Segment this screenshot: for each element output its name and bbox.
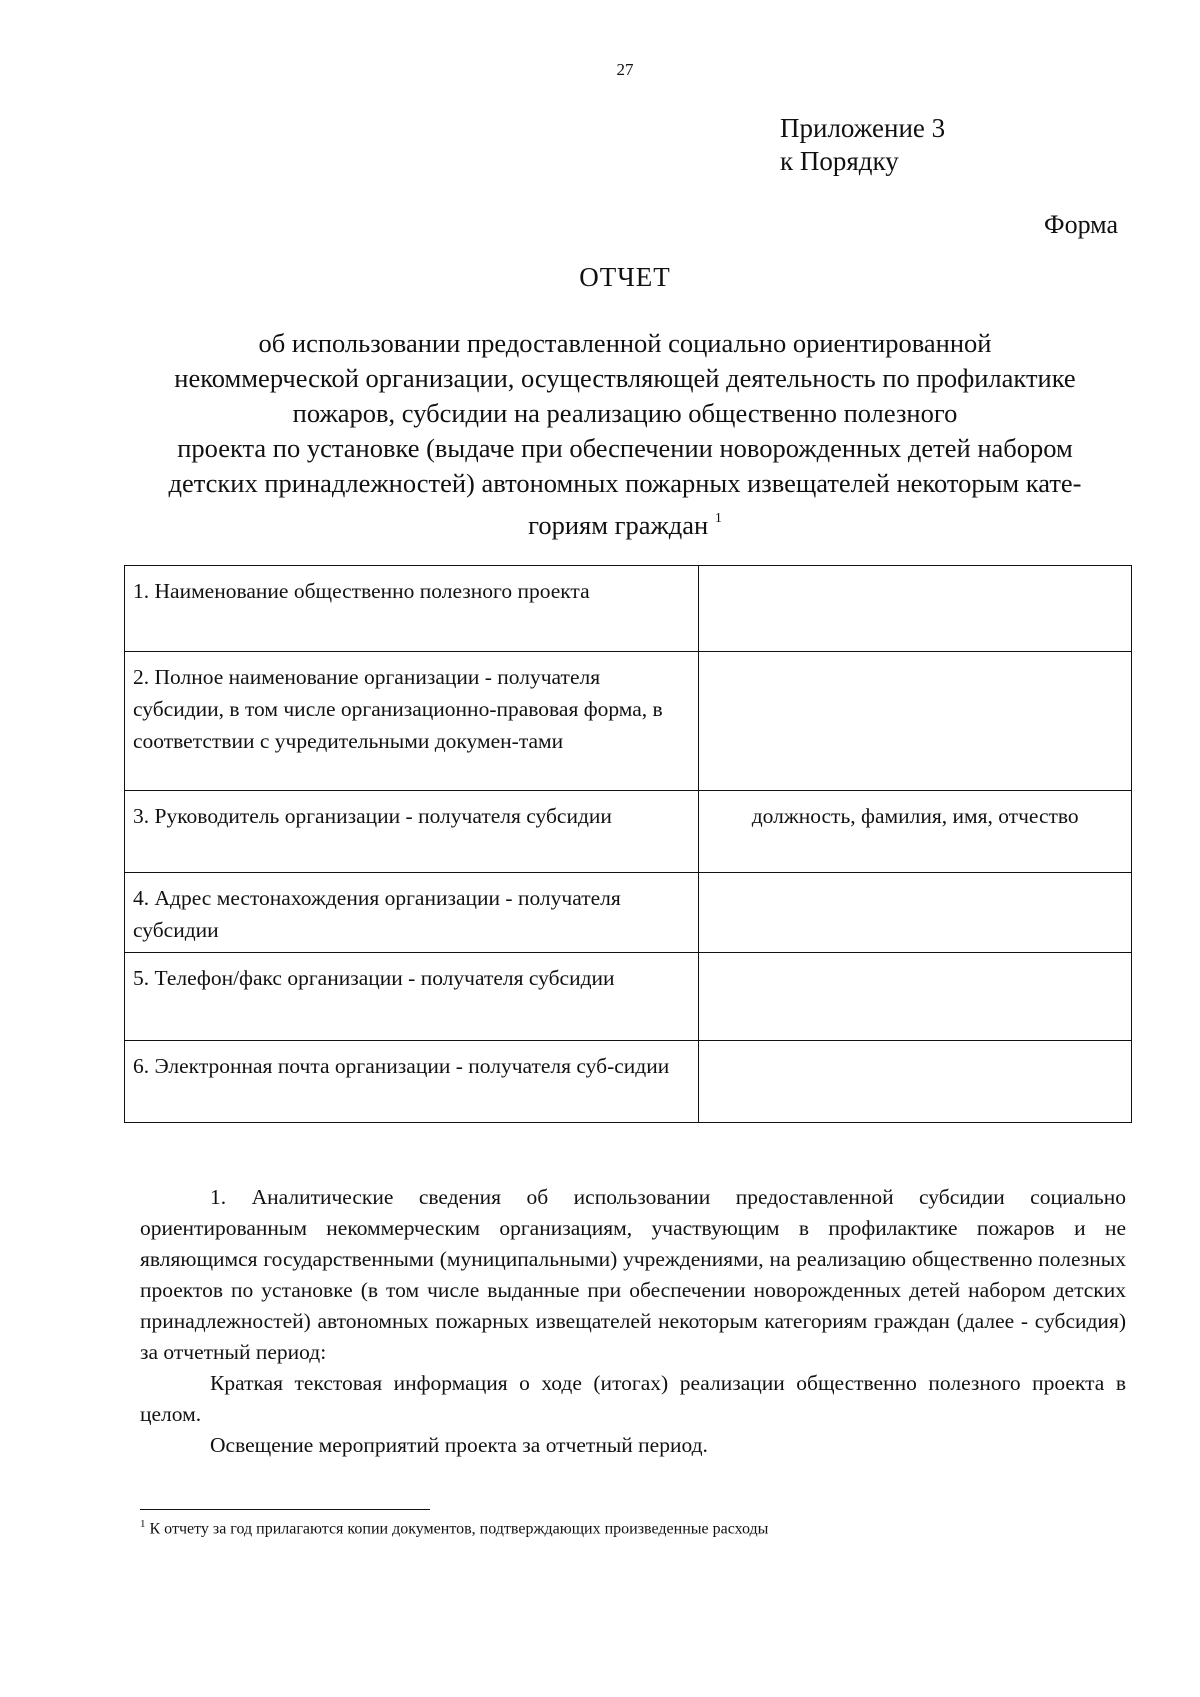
row-label: 5. Телефон/факс организации - получателя субсидии [125, 953, 699, 1041]
row-value-cell[interactable]: должность, фамилия, имя, отчество [699, 791, 1132, 873]
subtitle-line: гориям граждан [528, 510, 709, 540]
row-label: 3. Руководитель организации - получателя субсидии [125, 791, 699, 873]
report-table [124, 565, 1132, 1123]
table-row [125, 953, 1132, 1041]
row-label: 4. Адрес местонахождения организации - получателя субсидии [125, 873, 699, 953]
subtitle-line: об использовании предоставленной социально ориентированной [258, 328, 992, 358]
page-number: 27 [616, 60, 634, 79]
appendix-header [780, 112, 945, 178]
row-label: 1. Наименование общественно полезного проекта [125, 566, 699, 652]
document-title: ОТЧЕТ [579, 262, 671, 292]
subtitle-line: некоммерческой организации, осуществляющей деятельность по профилактике [174, 363, 1076, 393]
document-subtitle [100, 326, 1150, 543]
subtitle-last-line [100, 501, 1150, 543]
row-value-cell[interactable] [699, 873, 1132, 953]
appendix-line-1: Приложение 3 [780, 113, 946, 143]
analytics-paragraph: 1. Аналитические сведения об использовании предоставленной субсидии социально ориентированным некоммерческим организациям, участвующим в профилактике пожаров и не являющимся государственными (муниципальными) учреждениями, на реализацию общественно полезных проектов по установке (в том числе выданные при обеспечении новорожденных детей набором детских принадлежностей) автономных пожарных извещателей некоторым категориям граждан (далее - субсидия) за отчетный период: [140, 1185, 1126, 1364]
subtitle-line: детских принадлежностей) автономных пожарных извещателей некоторым кате- [168, 468, 1082, 498]
row-value-cell[interactable] [699, 1041, 1132, 1123]
analytics-section [140, 1182, 1126, 1461]
appendix-line-2: к Порядку [780, 146, 899, 176]
table-row [125, 652, 1132, 791]
footnote-reference: 1 [714, 511, 722, 526]
row-label: 6. Электронная почта организации - получателя суб-сидии [125, 1041, 699, 1123]
footnote-divider [140, 1509, 430, 1510]
analytics-paragraph: Краткая текстовая информация о ходе (итогах) реализации общественно полезного проекта в целом. [140, 1371, 1126, 1426]
table-row [125, 873, 1132, 953]
row-value-cell[interactable] [699, 953, 1132, 1041]
form-label: Форма [1044, 210, 1118, 239]
subtitle-line: пожаров, субсидии на реализацию общественно полезного [292, 398, 958, 428]
row-value-cell[interactable] [699, 652, 1132, 791]
subtitle-line: проекта по установке (выдаче при обеспечении новорожденных детей набором [177, 433, 1073, 463]
footnote-text: К отчету за год прилагаются копии документов, подтверждающих произведенные расходы [149, 1520, 769, 1538]
table-row [125, 1041, 1132, 1123]
footnote-marker: 1 [140, 1518, 146, 1530]
row-label: 2. Полное наименование организации - получателя субсидии, в том числе организационно-правовая форма, в соответствии с учредительными докумен-тами [125, 652, 699, 791]
table-row [125, 791, 1132, 873]
table-row [125, 566, 1132, 652]
footnote [140, 1518, 768, 1538]
analytics-paragraph: Освещение мероприятий проекта за отчетный период. [210, 1433, 708, 1457]
row-value-cell[interactable] [699, 566, 1132, 652]
